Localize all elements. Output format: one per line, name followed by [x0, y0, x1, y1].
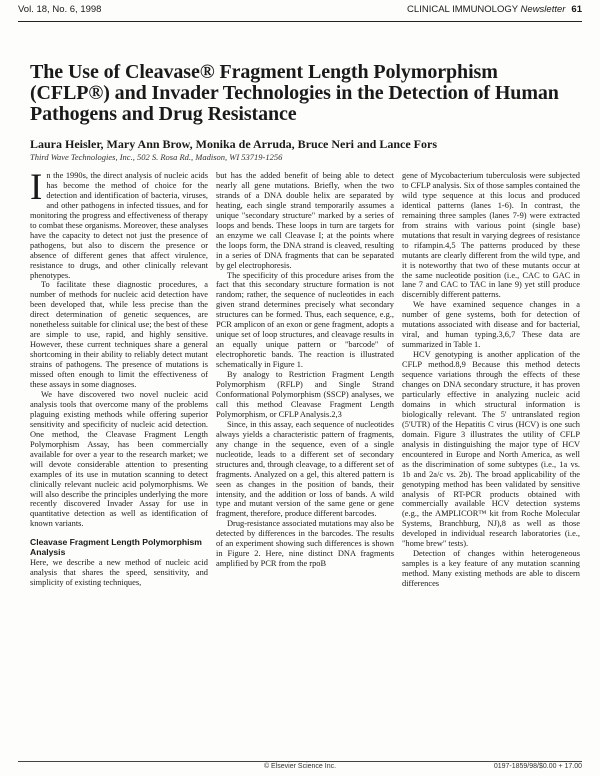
journal-title-tail: Newsletter — [520, 4, 566, 15]
body-paragraph: We have discovered two novel nucleic acid analysis tools that overcome many of the problems plaguing existing methods while offering superior sensitivity and specificity of nucleic acid detection. One method, the Cleavase Fragment Length Polymorphism Assay, has been commercially available for over a year to the research market; we will devote considerable attention to presenting examples of its use in mutation scanning to detect clinically relevant nucleic acid polymorphisms. We will also describe the principles underlying the more recently discovered Invader Assay for use in quantitative detection as well as identification of known variants. — [30, 389, 208, 529]
page-number: 61 — [571, 4, 582, 15]
journal-title: CLINICAL IMMUNOLOGY — [407, 4, 521, 15]
intro-paragraph — [30, 171, 208, 280]
body-paragraph: By analogy to Restriction Fragment Length Polymorphism (RFLP) and Single Strand Conformational Polymorphism (SSCP) analyses, we call this method Cleavase Fragment Length Polymorphism, or CFLP Analysis.2,3 — [216, 370, 394, 419]
article-code: 0197-1859/98/$0.00 + 17.00 — [493, 763, 582, 770]
body-paragraph: Detection of changes within heterogeneous samples is a key feature of any mutation scanning method. Many existing methods are able to discern differences — [402, 549, 580, 589]
publisher-copyright: © Elsevier Science Inc. — [263, 763, 337, 770]
article-title: The Use of Cleavase® Fragment Length Polymorphism (CFLP®) and Invader Technologies in the Detection of Human Pathogens and Drug Resistance — [30, 61, 559, 125]
header-rule — [18, 21, 582, 22]
drop-cap: I — [30, 171, 43, 208]
body-paragraph: gene of Mycobacterium tuberculosis were subjected to CFLP analysis. Six of those samples contained the wild type sequence at this locus and produced identical patterns (lanes 1-6). In contrast, the remaining three samples (lanes 7-9) were extracted from strains with various point (single base) mutations that result in varying degrees of resistance to rifampin.4,5 The patterns produced by these mutants are clearly different from the wild type, and it is noteworthy that two of these mutants occur at the same nucleotide position (i.e., CAC to GAC in lane 7 and CAC to TAC in lane 9) yet still produce discernibly different patterns. — [402, 171, 580, 300]
body-column-2 — [216, 171, 394, 757]
running-head — [18, 4, 582, 20]
body-paragraph: The specificity of this procedure arises from the fact that this secondary structure formation is not random; rather, the sequence of nucleotides in each given strand determines precisely what secondary structures can be formed. Thus, each sequence, e.g., PCR amplicon of an exon or gene fragment, adopts a unique set of loop structures, and cleavage results in an equally unique pattern or "barcode" of electrophoretic bands. The reaction is illustrated schematically in Figure 1. — [216, 270, 394, 370]
body-paragraph: but has the added benefit of being able to detect nearly all gene mutations. Briefly, when the two strands of a DNA double helix are separated by heating, each single strand temporarily assumes a unique "secondary structure" marked by a series of loops and bends. These loops in turn are targets for an enzyme we call Cleavase I; at the points where the loops form, the DNA strand is cleaved, resulting in a series of DNA fragments that can be separated by gel electrophoresis. — [216, 171, 394, 270]
intro-text: n the 1990s, the direct analysis of nucleic acids has become the method of choice for the detection and identification of bacteria, viruses, and other pathogens in infected tissues, and for monitoring the progress and effectiveness of therapy to combat these organisms. Moreover, these analyses have the capacity to detect not just the presence of pathogens, but also to discern the presence or absence of different genes that affect virulence, resistance to drugs, and other clinically relevant phenotypes. — [30, 171, 208, 280]
body-paragraph: HCV genotyping is another application of the CFLP method.8,9 Because this method detects sequence variations through the effects of these changes on DNA secondary structure, it has proven particularly effective in analyzing nucleic acid domains in which structural information is biologically relevant. The 5' untranslated region (5'UTR) of the Hepatitis C virus (HCV) is one such domain. Figure 3 illustrates the utility of CFLP analysis in distinguishing the major type of HCV encountered in Europe and North America, as well as the discrimination of some subtypes (i.e., 1a vs. 1b and 2a/c vs. 2b). The broad applicability of the genotyping method has been validated by sensitive analysis of RT-PCR products obtained with commercially available HCV detection systems (e.g., the AMPLICOR™ kit from Roche Molecular Systems, Branchburg, NJ),8 as well as those developed in individual research laboratories (i.e., "home brew" tests). — [402, 350, 580, 549]
page-footer — [18, 763, 582, 775]
body-paragraph: To facilitate these diagnostic procedures, a number of methods for nucleic acid detection have been developed that, while less precise than the direct determination of genetic sequences, are nonetheless suitable for clinical use; the best of these are simple to use, rapid, and highly sensitive. However, these current techniques share a general shortcoming in their ability to reliably detect mutant strains of pathogens. The presence of mutations is missed often enough to limit the effectiveness of these assays in some diagnoses. — [30, 280, 208, 390]
section-heading: Cleavase Fragment Length Polymorphism Analysis — [30, 537, 202, 558]
journal-name — [407, 4, 582, 15]
body-paragraph: Here, we describe a new method of nucleic acid analysis that shares the speed, sensitivity, and simplicity of existing techniques, — [30, 558, 208, 588]
body-paragraph: Drug-resistance associated mutations may also be detected by differences in the barcodes. The results of an experiment showing such differences is shown in Figure 2. Here, nine distinct DNA fragments amplified by PCR from the rpoB — [216, 519, 394, 569]
body-column-3 — [402, 171, 580, 757]
body-column-1 — [30, 171, 208, 757]
article-authors: Laura Heisler, Mary Ann Brow, Monika de Arruda, Bruce Neri and Lance Fors — [30, 137, 437, 151]
footer-rule — [18, 761, 582, 762]
body-paragraph: We have examined sequence changes in a number of gene systems, both for detection of mutations associated with disease and for bacterial, viral, and human typing.3,6,7 These data are summarized in Table 1. — [402, 300, 580, 350]
volume-issue: Vol. 18, No. 6, 1998 — [18, 4, 102, 15]
body-paragraph: Since, in this assay, each sequence of nucleotides always yields a characteristic pattern of fragments, any change in the sequence, even of a single nucleotide, leads to a different set of secondary structures and, through cleavage, to a different set of fragments. Analyzed on a gel, this altered pattern is seen as changes in the position of bands, their intensity, and the addition or loss of bands. A wild type and mutant version of the same gene or gene fragment, therefore, produce different barcodes. — [216, 419, 394, 519]
author-affiliation: Third Wave Technologies, Inc., 502 S. Rosa Rd., Madison, WI 53719-1256 — [30, 152, 283, 162]
